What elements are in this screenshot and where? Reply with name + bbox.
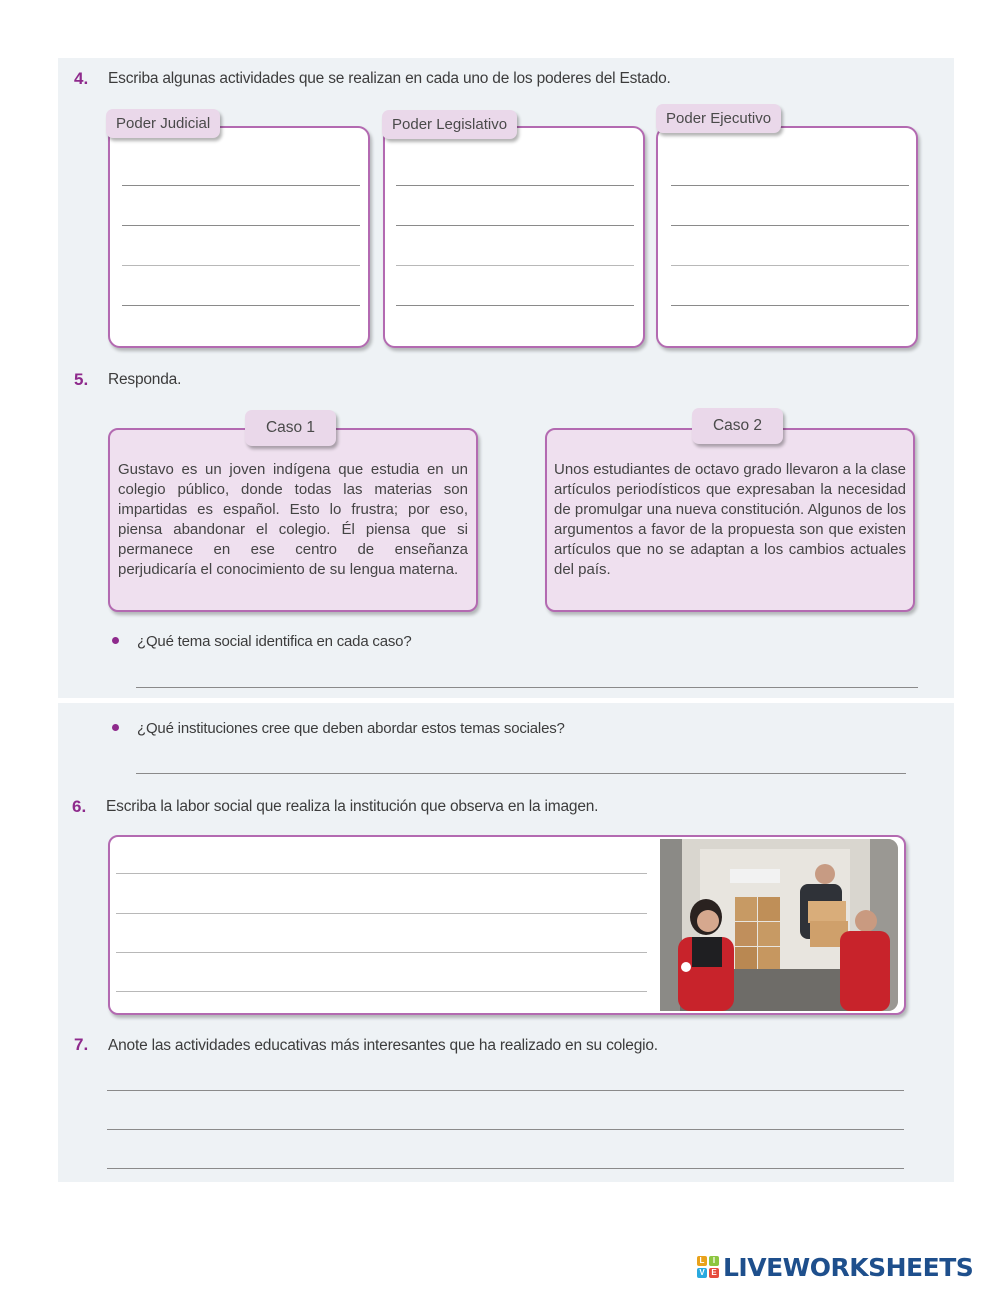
- question-4-prompt: Escriba algunas actividades que se realizan en cada uno de los poderes del Estado.: [108, 70, 671, 87]
- poder-judicial-label: Poder Judicial: [106, 109, 220, 138]
- answer-line[interactable]: [122, 265, 360, 266]
- red-cross-volunteers-photo: [660, 839, 898, 1011]
- answer-line[interactable]: [116, 873, 647, 874]
- answer-line[interactable]: [107, 1129, 904, 1130]
- question-6-prompt: Escriba la labor social que realiza la institución que observa en la imagen.: [106, 798, 599, 815]
- answer-line[interactable]: [116, 991, 647, 992]
- logo-text: LIVEWORKSHEETS: [723, 1252, 974, 1282]
- question-5-prompt: Responda.: [108, 371, 182, 388]
- question-4-number: 4.: [74, 69, 89, 88]
- liveworksheets-logo: [697, 1252, 973, 1282]
- answer-line[interactable]: [671, 185, 909, 186]
- caso-1-label: Caso 1: [245, 410, 336, 446]
- question-7-number: 7.: [74, 1035, 89, 1054]
- bullet-icon: [112, 637, 119, 644]
- poder-ejecutivo-label: Poder Ejecutivo: [656, 104, 781, 133]
- question-5a-text: ¿Qué tema social identifica en cada caso?: [137, 633, 412, 650]
- answer-line[interactable]: [122, 305, 360, 306]
- caso-2-box: [545, 428, 915, 612]
- question-5b-text: ¿Qué instituciones cree que deben abordar estos temas sociales?: [137, 720, 565, 737]
- question-5-number: 5.: [74, 370, 89, 389]
- answer-line[interactable]: [671, 305, 909, 306]
- answer-line[interactable]: [396, 225, 634, 226]
- answer-line[interactable]: [671, 265, 909, 266]
- question-7-prompt: Anote las actividades educativas más interesantes que ha realizado en su colegio.: [108, 1037, 658, 1054]
- answer-line[interactable]: [396, 265, 634, 266]
- answer-line[interactable]: [396, 185, 634, 186]
- logo-tiles-icon: L I V E: [697, 1256, 719, 1278]
- answer-line[interactable]: [122, 225, 360, 226]
- answer-line[interactable]: [107, 1168, 904, 1169]
- poder-legislativo-label: Poder Legislativo: [382, 110, 517, 139]
- caso-1-box: [108, 428, 478, 612]
- bullet-icon: [112, 724, 119, 731]
- answer-line-5b[interactable]: [136, 773, 906, 774]
- answer-line[interactable]: [116, 913, 647, 914]
- answer-line[interactable]: [396, 305, 634, 306]
- answer-line[interactable]: [671, 225, 909, 226]
- caso-2-text: Unos estudiantes de octavo grado llevaron a la clase artículos periodísticos que expresaban la necesidad de promulgar una nueva constitución. Algunos de los argumentos a favor de la propuesta son que existen artículos que no se adaptan a los cambios actuales del país.: [554, 461, 906, 578]
- caso-1-text: Gustavo es un joven indígena que estudia en un colegio público, donde todas las materias son impartidas es español. Esto lo frustra; por eso, piensa abandonar el colegio. Él piensa que si permanece en ese centro de enseñanza perjudicaría el conocimiento de su lengua materna.: [118, 461, 468, 578]
- page-divider: [58, 698, 954, 703]
- question-6-number: 6.: [72, 797, 87, 816]
- answer-line[interactable]: [122, 185, 360, 186]
- answer-line[interactable]: [107, 1090, 904, 1091]
- answer-line-5a[interactable]: [136, 687, 918, 688]
- poder-legislativo-box: [383, 126, 645, 348]
- poder-ejecutivo-box: [656, 126, 918, 348]
- poder-judicial-box: [108, 126, 370, 348]
- answer-line[interactable]: [116, 952, 647, 953]
- caso-2-label: Caso 2: [692, 408, 783, 444]
